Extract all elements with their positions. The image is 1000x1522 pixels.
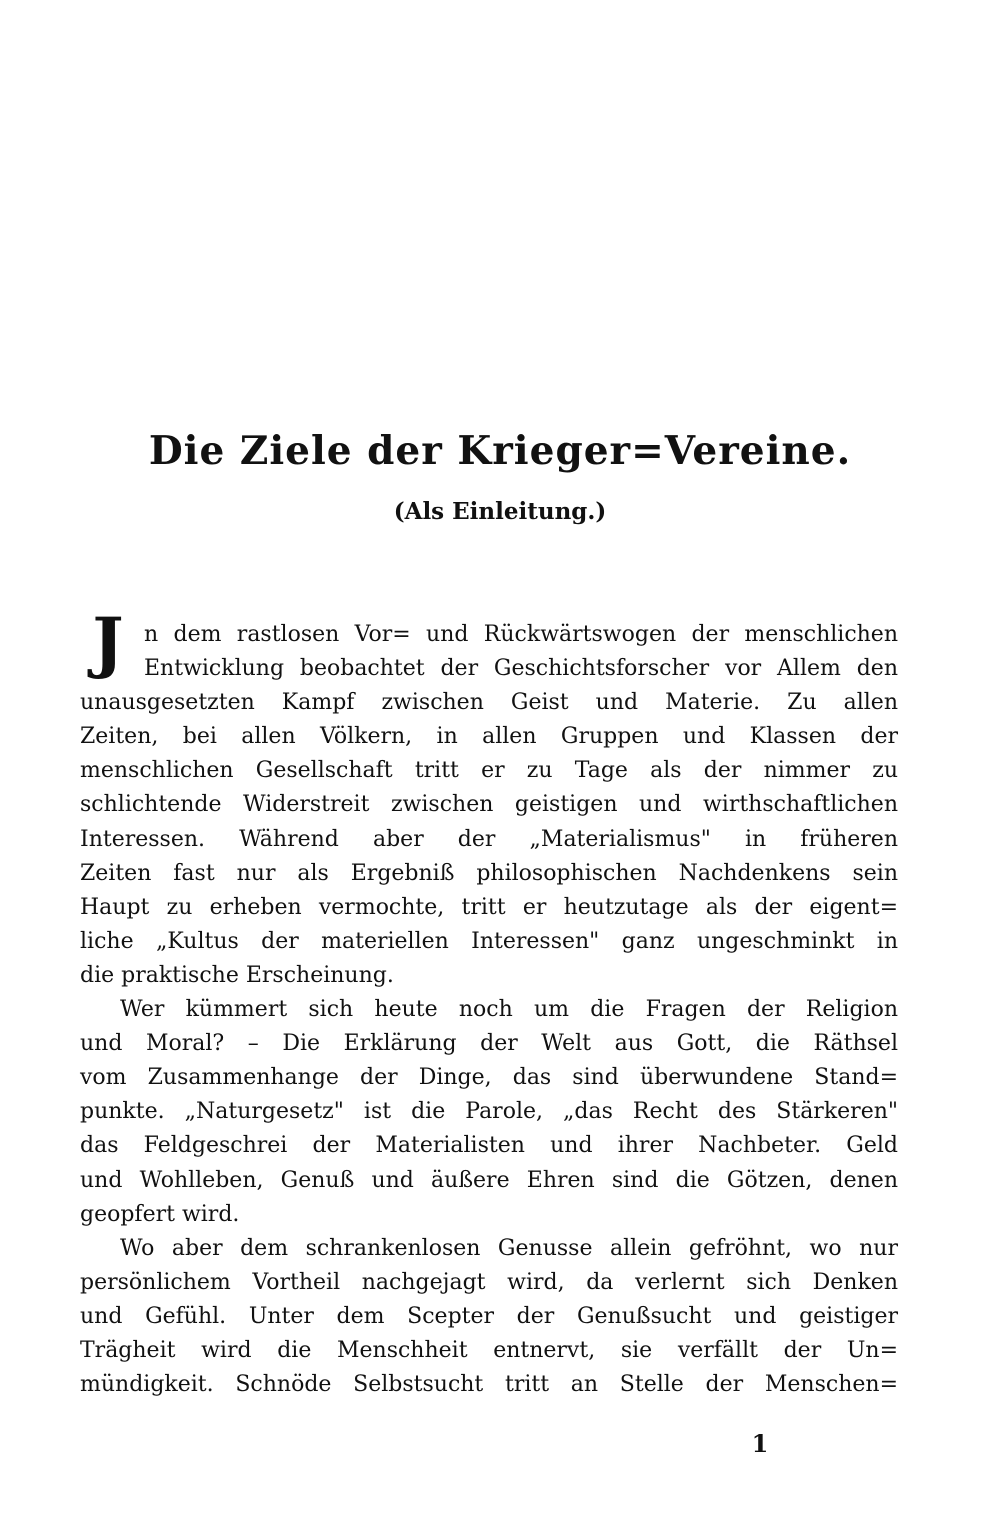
text-line: n dem rastlosen Vor= und Rückwärtswogen der menschlichen: [144, 622, 898, 647]
text-line: Wer kümmert sich heute noch um die Fragen der Religion: [120, 997, 898, 1023]
text-line: Haupt zu erheben vermochte, tritt er heutzutage als der eigent=: [80, 894, 898, 920]
paragraph-2: [80, 993, 898, 1232]
text-line: Wo aber dem schrankenlosen Genusse allein gefröhnt, wo nur: [120, 1235, 898, 1261]
text-line: und Gefühl. Unter dem Scepter der Genußsucht und geistiger: [80, 1303, 898, 1329]
drop-cap: J: [92, 603, 124, 681]
paragraph-3: [80, 1232, 898, 1402]
text-line: vom Zusammenhange der Dinge, das sind überwundene Stand=: [80, 1065, 898, 1091]
text-line: mündigkeit. Schnöde Selbstsucht tritt an Stelle der Menschen=: [80, 1372, 898, 1398]
text-line: geopfert wird.: [80, 1201, 240, 1227]
text-line: unausgesetzten Kampf zwischen Geist und Materie. Zu allen: [80, 690, 898, 716]
text-line: menschlichen Gesellschaft tritt er zu Tage als der nimmer zu: [80, 758, 898, 784]
text-line: Zeiten, bei allen Völkern, in allen Gruppen und Klassen der: [80, 724, 898, 750]
chapter-subtitle: (Als Einleitung.): [393, 498, 607, 525]
text-line: Zeiten fast nur als Ergebniß philosophischen Nachdenkens sein: [80, 860, 898, 886]
text-line: schlichtende Widerstreit zwischen geistigen und wirthschaftlichen: [80, 792, 898, 818]
text-line: Trägheit wird die Menschheit entnervt, sie verfällt der Un=: [80, 1337, 898, 1363]
paragraph-1: [80, 618, 898, 993]
text-line: Interessen. Während aber der „Materialismus" in früheren: [80, 826, 898, 852]
text-line: liche „Kultus der materiellen Interessen" ganz ungeschminkt in: [80, 928, 898, 954]
text-line: punkte. „Naturgesetz" ist die Parole, „das Recht des Stärkeren": [80, 1099, 898, 1125]
text-line: und Moral? – Die Erklärung der Welt aus Gott, die Räthsel: [80, 1031, 898, 1057]
chapter-title: Die Ziele der Krieger=Vereine.: [148, 428, 852, 474]
text-line: und Wohlleben, Genuß und äußere Ehren sind die Götzen, denen: [80, 1167, 898, 1193]
text-line: Entwicklung beobachtet der Geschichtsforscher vor Allem den: [144, 656, 898, 682]
text-line: persönlichem Vortheil nachgejagt wird, da verlernt sich Denken: [80, 1269, 898, 1295]
text-line: das Feldgeschrei der Materialisten und ihrer Nachbeter. Geld: [80, 1133, 898, 1159]
page-number: 1: [751, 1429, 769, 1458]
text-line: die praktische Erscheinung.: [80, 962, 394, 988]
body-text: [80, 618, 898, 1402]
